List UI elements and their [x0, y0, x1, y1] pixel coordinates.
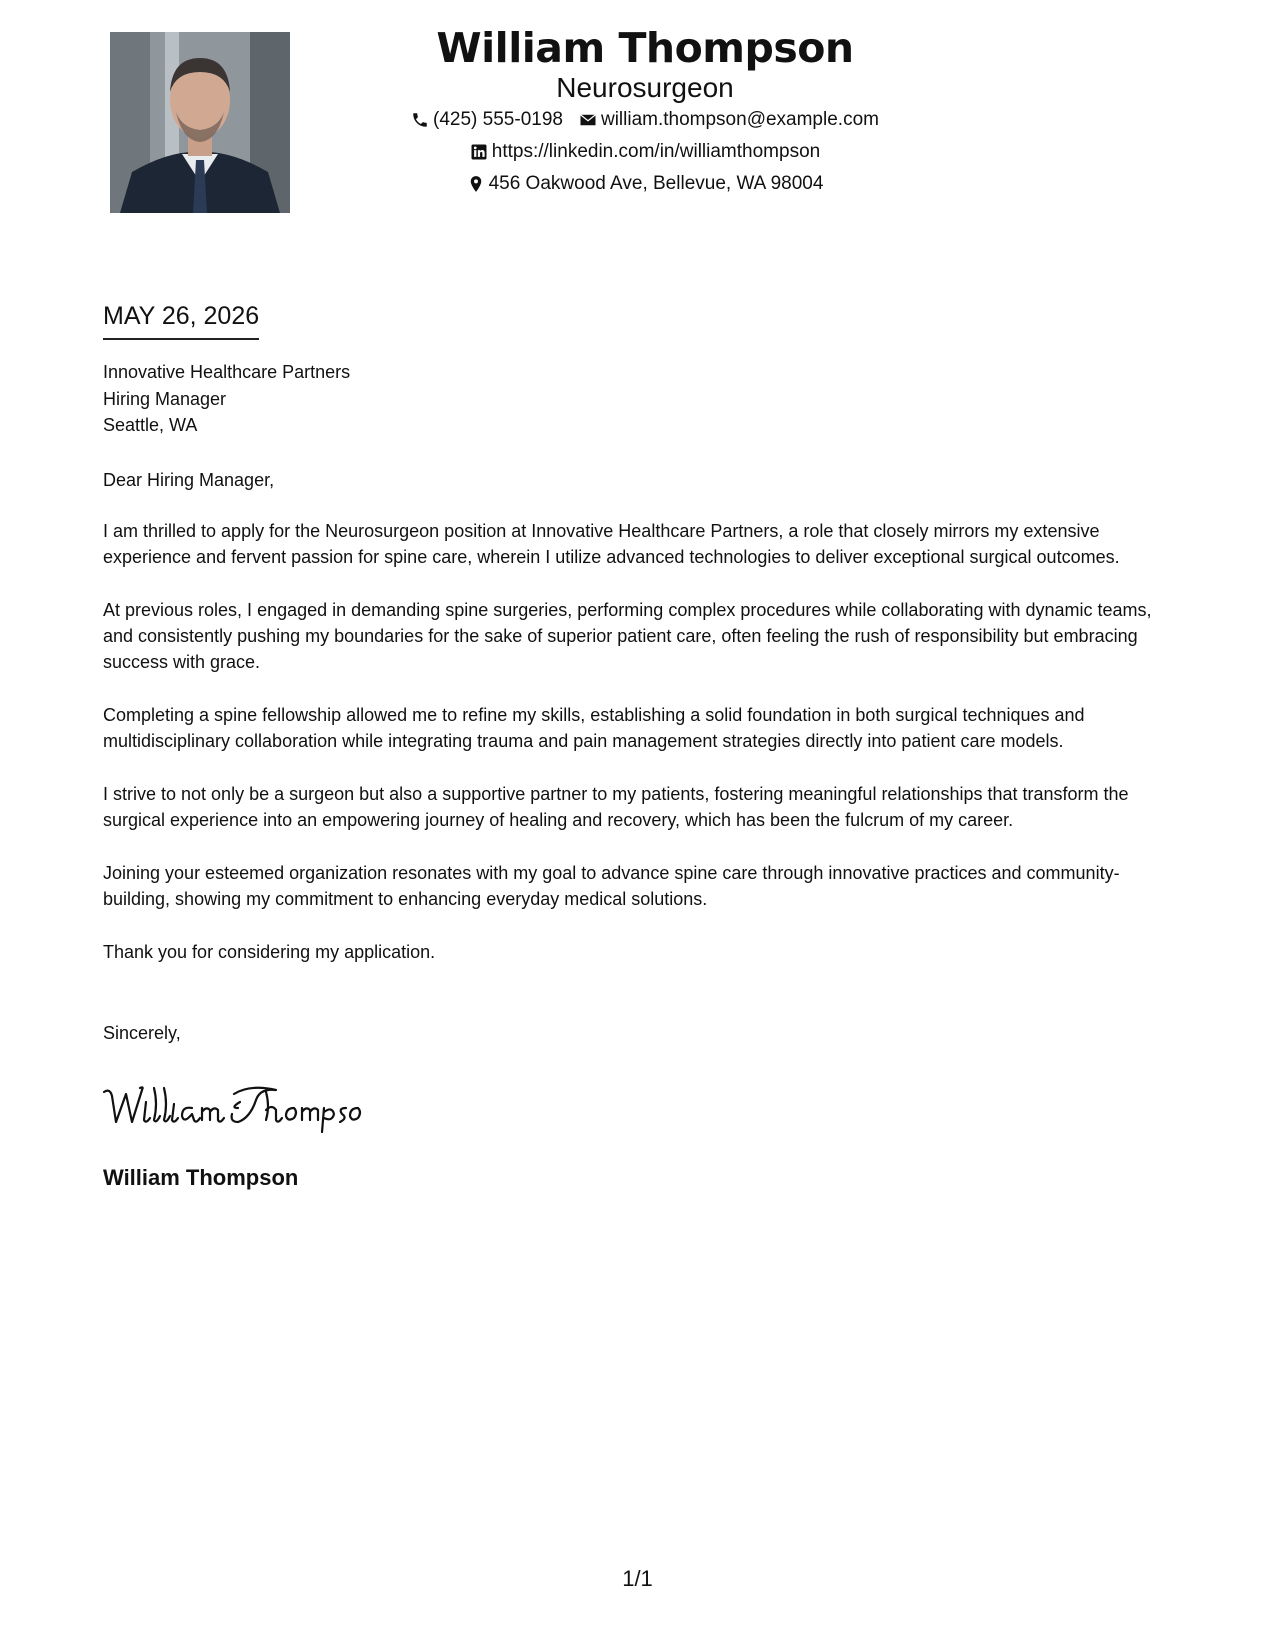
header: [300, 22, 990, 200]
email-contact: [579, 104, 879, 136]
letter-date: MAY 26, 2026: [103, 300, 259, 340]
body-paragraph: I am thrilled to apply for the Neurosurgeon position at Innovative Healthcare Partners, a role that closely mirrors my extensive experience and fervent passion for spine care, wherein I utilize advanced technologies to deliver exceptional surgical outcomes.: [103, 521, 1120, 567]
contact-line-1: [300, 104, 990, 136]
recipient-role: Hiring Manager: [103, 388, 227, 409]
map-pin-icon: [467, 175, 485, 193]
body-paragraph: Completing a spine fellowship allowed me to refine my skills, establishing a solid foundation in both surgical techniques and multidisciplinary collaboration while integrating trauma and pain management strategies directly into patient care models.: [103, 705, 1085, 751]
body-paragraph: At previous roles, I engaged in demanding spine surgeries, performing complex procedures while collaborating with dynamic teams, and consistently pushing my boundaries for the sake of superior patient care, often feeling the rush of responsibility but embracing success with grace.: [103, 600, 1152, 672]
linkedin-contact: [470, 136, 820, 168]
recipient-company: Innovative Healthcare Partners: [103, 362, 351, 382]
recipient-block: [103, 359, 350, 439]
contact-line-3: [300, 168, 990, 200]
address-contact: [467, 168, 824, 200]
contact-line-2: [300, 136, 990, 168]
email-address[interactable]: william.thompson@example.com: [600, 109, 879, 130]
signed-name: William Thompson: [103, 1165, 299, 1190]
linkedin-icon: [470, 143, 488, 161]
profile-photo: [110, 32, 290, 213]
body-paragraph: Joining your esteemed organization resonates with my goal to advance spine care through innovative practices and community-building, showing my commitment to enhancing everyday medical solutions.: [103, 863, 1120, 909]
phone-contact: [411, 104, 563, 136]
envelope-icon: [579, 111, 597, 129]
phone-number: (425) 555-0198: [433, 109, 563, 130]
body-paragraph: Thank you for considering my application.: [103, 942, 436, 962]
address: 456 Oakwood Ave, Bellevue, WA 98004: [488, 173, 824, 194]
letter-body: [103, 518, 1183, 992]
phone-icon: [411, 111, 429, 129]
body-paragraph: I strive to not only be a surgeon but also a supportive partner to my patients, fostering meaningful relationships that transform the surgical experience into an empowering journey of healing and recovery, which has been the fulcrum of my career.: [103, 784, 1129, 830]
applicant-title: Neurosurgeon: [556, 72, 734, 103]
salutation: Dear Hiring Manager,: [103, 470, 275, 490]
page-number: 1/1: [622, 1566, 653, 1591]
closing: Sincerely,: [103, 1023, 181, 1043]
applicant-name: William Thompson: [436, 24, 854, 72]
handwritten-signature: [100, 1078, 365, 1134]
linkedin-url[interactable]: https://linkedin.com/in/williamthompson: [491, 141, 821, 162]
recipient-location: Seattle, WA: [103, 415, 198, 435]
